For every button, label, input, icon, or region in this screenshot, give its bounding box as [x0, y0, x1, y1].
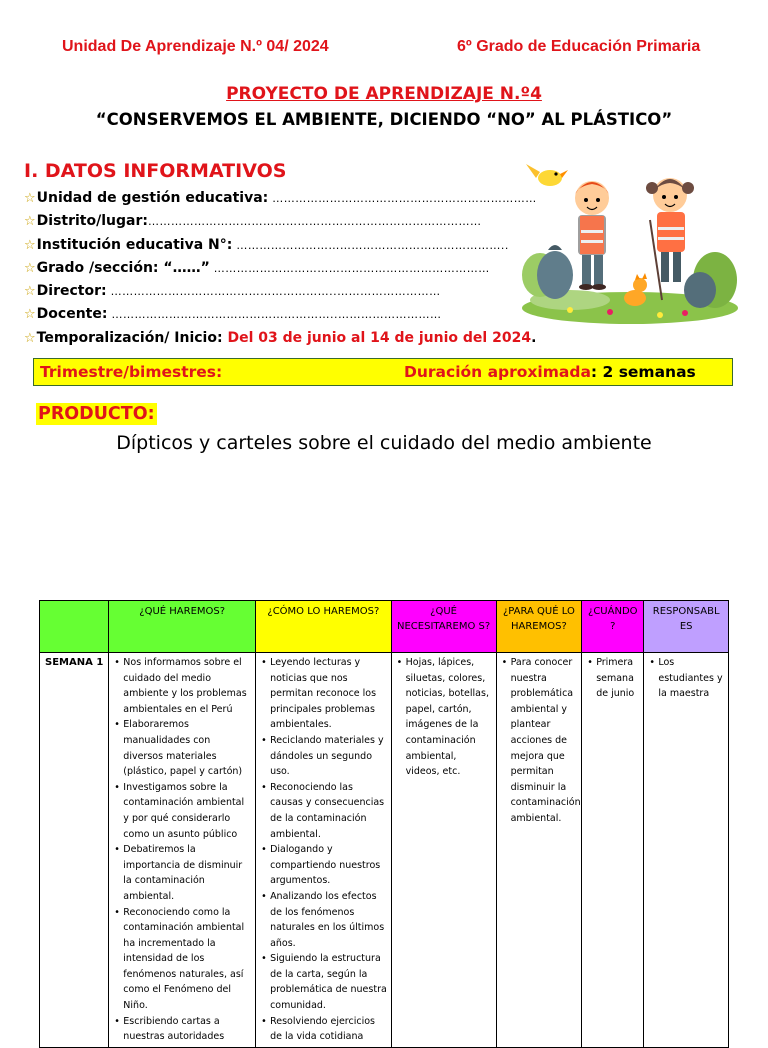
info-row-docente — [24, 303, 524, 326]
list-item: • Reconociendo las causas y consecuencias de la contaminación ambiental. — [259, 780, 388, 842]
info-row-distrito — [24, 210, 524, 233]
info-label: Grado /sección: “……” — [36, 259, 210, 276]
duration-value: : 2 semanas — [590, 363, 696, 381]
trimester-bar — [33, 358, 733, 386]
header-unit: Unidad De Aprendizaje N.º 04/ 2024 — [62, 38, 329, 55]
info-row-temporalizacion — [24, 327, 537, 350]
list-item: • Resolviendo ejercicios de la vida cotidiana — [259, 1014, 388, 1045]
info-value: …………………………………………………………….. — [232, 238, 509, 252]
list-item: • Hojas, lápices, siluetas, colores, noticias, botellas, papel, cartón, imágenes de la contaminación ambiental, videos, etc. — [395, 655, 493, 780]
list-item: • Primera semana de junio — [585, 655, 640, 702]
header-como-lo-haremos: ¿CÓMO LO HAREMOS? — [256, 601, 392, 653]
info-label: Institución educativa N°: — [36, 236, 233, 253]
header-cuando: ¿CUÁNDO ? — [582, 601, 644, 653]
header-que-necesitaremos: ¿QUÉ NECESITAREMO S? — [391, 601, 496, 653]
info-label: Director: — [36, 283, 107, 300]
star-icon: ☆ — [24, 284, 36, 300]
star-icon: ☆ — [24, 191, 36, 206]
info-value: …………………………………………………………………………… — [147, 215, 482, 229]
info-row-grado — [24, 257, 524, 280]
header-para-que: ¿PARA QUÉ LO HAREMOS? — [496, 601, 582, 653]
header-grade: 6º Grado de Educación Primaria — [457, 38, 701, 55]
info-label: Docente: — [36, 306, 108, 323]
list-item: • Debatiremos la importancia de disminuir la contaminación ambiental. — [112, 842, 252, 904]
header-que-haremos: ¿QUÉ HAREMOS? — [109, 601, 256, 653]
section-title: I. DATOS INFORMATIVOS — [24, 160, 287, 182]
product-text: Dípticos y carteles sobre el cuidado del medio ambiente — [116, 432, 652, 454]
project-title: PROYECTO DE APRENDIZAJE N.º4 — [226, 84, 542, 104]
table-row — [40, 653, 729, 1048]
info-value: …………………………………………………………… — [268, 192, 537, 205]
duration — [404, 359, 696, 386]
info-label: Temporalización/ Inicio: — [36, 329, 223, 346]
para-que-cell — [496, 653, 582, 1048]
list-item: • Reciclando materiales y dándoles un segundo uso. — [259, 733, 388, 780]
list-item: • Reconociendo como la contaminación ambiental ha incrementado la intensidad de los fenómenos naturales, así como el Fenómeno del Niño. — [112, 905, 252, 1014]
planning-table — [39, 600, 729, 1048]
temporal-end: . — [531, 329, 537, 346]
list-item: • Nos informamos sobre el cuidado del medio ambiente y los problemas ambientales en el Perú — [112, 655, 252, 717]
star-icon: ☆ — [24, 237, 36, 253]
temporal-value: Del 03 de junio al 14 de junio del 2024 — [222, 329, 532, 346]
que-necesitaremos-cell — [391, 653, 496, 1048]
trimester-label: Trimestre/bimestres: — [40, 363, 223, 381]
list-item: • Los estudiantes y la maestra — [647, 655, 725, 702]
list-item: • Dialogando y compartiendo nuestros argumentos. — [259, 842, 388, 889]
list-item: • Escribiendo cartas a nuestras autoridades — [112, 1014, 252, 1045]
info-value: ……………………………………………………………… — [209, 261, 490, 275]
star-icon: ☆ — [24, 307, 36, 323]
responsables-cell — [644, 653, 729, 1048]
list-item: • Leyendo lecturas y noticias que nos permitan reconoce los principales problemas ambientales. — [259, 655, 388, 733]
info-list — [24, 187, 537, 350]
star-icon: ☆ — [24, 214, 36, 230]
que-haremos-cell — [109, 653, 256, 1048]
header-blank — [40, 601, 109, 653]
info-row-institucion — [24, 234, 524, 257]
info-value: …………………………………………………..……………………… — [107, 308, 442, 322]
children-recycling-illustration — [510, 150, 740, 325]
week-cell: SEMANA 1 — [40, 653, 109, 1048]
header-responsables: RESPONSABL ES — [644, 601, 729, 653]
list-item: • Elaboraremos manualidades con diversos materiales (plástico, papel y cartón) — [112, 717, 252, 779]
star-icon: ☆ — [24, 260, 36, 276]
info-value: …………………………………………………..……………………… — [106, 285, 441, 299]
list-item: • Para conocer nuestra problemática ambiental y plantear acciones de mejora que permitan disminuir la contaminación ambiental. — [500, 655, 579, 827]
info-row-director — [24, 280, 524, 303]
duration-label: Duración aproximada — [404, 363, 591, 381]
cuando-cell — [582, 653, 644, 1048]
table-header-row — [40, 601, 729, 653]
info-label: Unidad de gestión educativa: — [36, 190, 269, 206]
star-icon: ☆ — [24, 330, 36, 346]
info-row-unidad — [24, 187, 537, 210]
project-subtitle: “CONSERVEMOS EL AMBIENTE, DICIENDO “NO” AL PLÁSTICO” — [95, 110, 673, 129]
product-label: PRODUCTO: — [38, 404, 155, 424]
list-item: • Siguiendo la estructura de la carta, según la problemática de nuestra comunidad. — [259, 951, 388, 1013]
list-item: • Investigamos sobre la contaminación ambiental y por qué considerarlo como un asunto público — [112, 780, 252, 842]
como-lo-haremos-cell — [256, 653, 392, 1048]
info-label: Distrito/lugar: — [36, 213, 148, 230]
list-item: • Analizando los efectos de los fenómenos naturales en los últimos años. — [259, 889, 388, 951]
